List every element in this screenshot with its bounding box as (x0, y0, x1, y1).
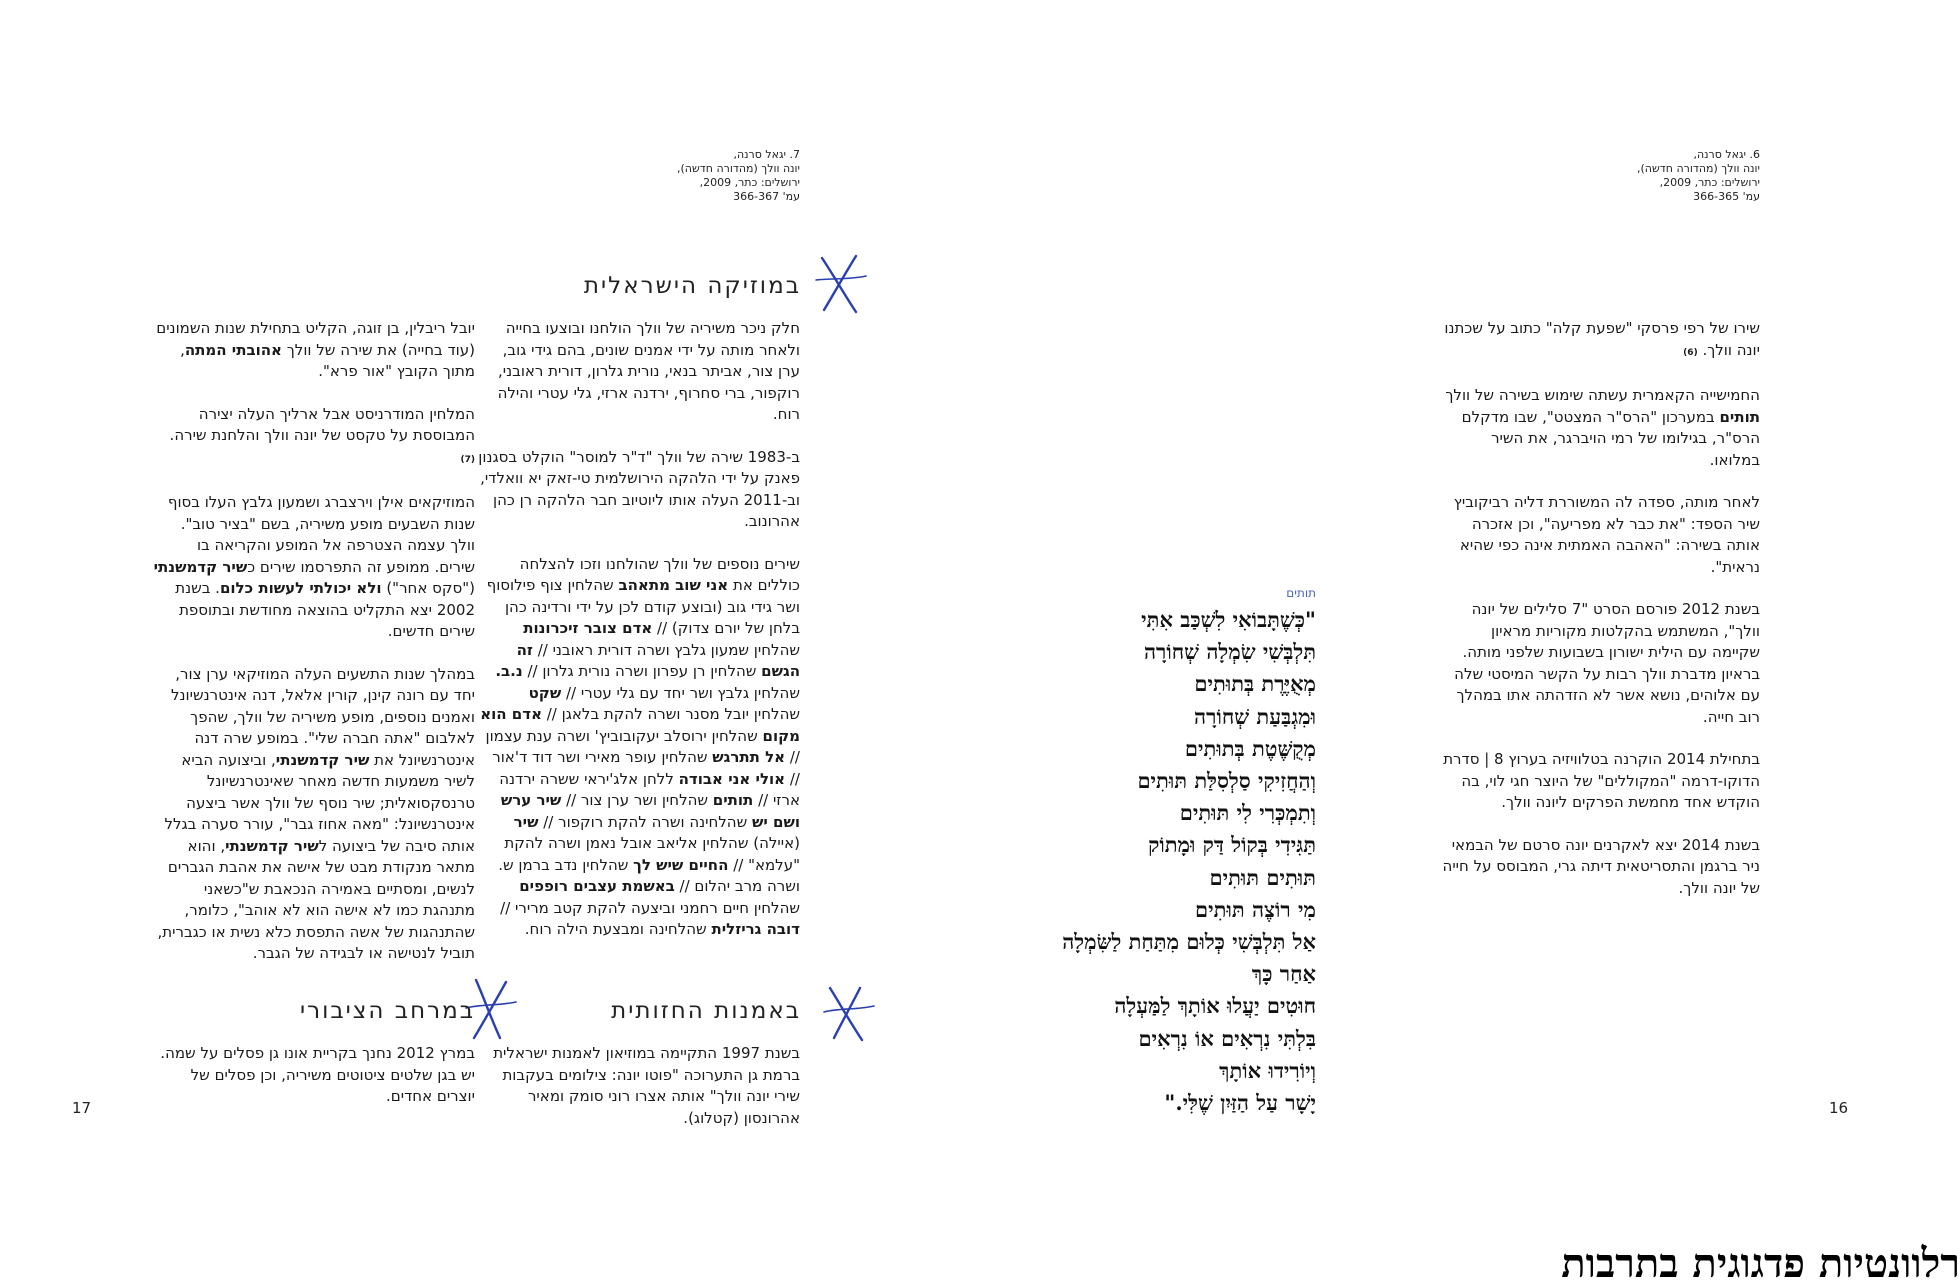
page-number-16: 16 (1829, 1099, 1849, 1117)
paragraph: בשנת 2012 פורסם הסרט "7 סלילים של יונה וולך", המשתמש בהקלטות מקוריות מראיון שקיימה עם הילית ישורון בשבועות שלפני מותה. בראיון מדברת וולך רבות על הקשר המיסטי שלה עם אלוהים, נושא אשר לא הזדהתה אתו במהלך רוב חייה. (1454, 600, 1760, 726)
paragraph: שירים נוספים של וולך שהולחנו וזכו להצלחה כוללים את אני שוב מתאהב שהלחין צוף פילוסוף ושר גידי גוב (ובוצע קודם לכן על ידי ורדינה כהן בלחן של יורם צדוק) // אדם צובר זיכרונות שהלחין שמעון גלבץ ושרה דורית ראובני // זה הגשם שהלחין רן עפרון ושרה נורית גלרון // נ.ב. שהלחין גלבץ ושר יחד עם גלי עטרי // שקט שהלחין יובל מסנר ושרה להקת בלאגן // אדם הוא מקום שהלחין ירוסלב יעקובוביץ' ושרה ענת עצמון // אל תתרגש שהלחין עופר מאירי ושר דוד ד'אור // אולי אני אבודה ללחן אלג'יראי ששרה ירדנה ארזי // תותים שהלחין ושר ערן צור // שיר ערש ושם יש שהלחינה ושרה להקת רוקפור // שיר (איילה) שהלחין אליאב אובל נאמן ושרה להקת "עלמא" // החיים שיש לך שהלחין נדב ברמן ש. ושרה מרב יהלום // באשמת עצבים רופפים שהלחין חיים רחמני וביצעה להקת קטב מרירי // דובה גריזלית שהלחינה ומבצעת הילה רוח. (480, 554, 800, 938)
paragraph: ב-1983 שירה של וולך "ד"ר למוסר" הוקלט בסגנון פאנק על ידי הלהקה הירושלמית טי-זאק יא וואלדי, וב-2011 העלה אותו ליוטיוב חבר הלהקה רן כהן אהרונוב. (478, 447, 800, 530)
footnote-6: 6. יגאל סרנה, יונה וולך (מהדורה חדשה), ירושלים: כתר, 2009, עמ' 366-365 (1637, 148, 1760, 203)
heading-public-space: במרחב הציבורי (299, 998, 475, 1024)
poem-strawberries (896, 604, 1316, 1119)
poem-line: תִּלְבְּשִׁי שִׂמְלָה שְׁחוֹרָה (1143, 639, 1316, 665)
paragraph: המלחין המודרניסט אבל ארליך העלה יצירה המבוססת על טקסט של יונה וולך והלחנת שירה. (7) (169, 404, 475, 465)
x-mark-icon (820, 982, 876, 1046)
poem-line: וּמִגְבַּעַת שְׁחוֹרָה (1194, 703, 1316, 729)
heading-israeli-music: במוזיקה הישראלית (583, 273, 801, 299)
x-mark-icon (812, 250, 868, 320)
poem-line: וְהַחֲזִיקִי סַלְסִלַּת תּוּתִים (1137, 768, 1316, 794)
paragraph: המוזיקאים אילן וירצברג ושמעון גלבץ העלו בסוף שנות השבעים מופע משיריה, בשם "בציר טוב". וולך עצמה הצטרפה אל המופע והקריאה בו שירים. ממופע זה התפרסמו שירים כשיר קדמשנתי ("סקס אחר") ולא יכולתי לעשות כלום. בשנת 2002 יצא התקליט בהוצאה מחודשת ובתוספת שירים חדשים. (153, 493, 475, 640)
poem-line: תַּגִּידִי בְּקוֹל דַּק וּמָתוֹק (1148, 832, 1316, 858)
paragraph: במהלך שנות התשעים העלה המוזיקאי ערן צור, יחד עם רונה קינן, קורין אלאל, דנה אינטרנשיונל ואמנים נוספים, מופע משיריה של וולך, שהפך לאלבום "אתה חברה שלי". במופע שרה דנה אינטרנשיונל את שיר קדמשנתי, וביצועה הביא לשיר משמעות חדשה מאחר שאינטרנשיונל טרנסקסואלית; שיר נוסף של וולך אשר ביצעה אינטרנשיונל: "מאה אחוז גבר", עורר סערה בגלל אותה סיבה של ביצועה לשיר קדמשנתי, והוא מתאר מנקודת מבט של אישה את אהבת הגברים לנשים, ומסתיים באמירה הנכאבת ש"כשאני מתנהגת כמו לא אישה הוא לא אוהב", כלומר, שהתנהגות של אשה התפסת כלא נשית או כגברית, תוביל לנטישה או לבגידה של הגבר. (157, 664, 475, 962)
poem-line: וְתִמְכְּרִי לִי תּוּתִים (1179, 800, 1316, 826)
public-space-text: במרץ 2012 נחנך בקריית אונו גן פסלים על שמה. יש בגן שלטים ציטוטים משיריה, וכן פסלים של יוצרים אחדים. (160, 1044, 475, 1105)
poem-line: יָשָׁר עַל הַזַּיִן שֶׁלִּי." (1164, 1090, 1316, 1116)
poem-line: חוּטִים יַעֲלוּ אוֹתָךְ לַמַּעְלָה (1114, 993, 1316, 1019)
paragraph: בתחילת 2014 הוקרנה בטלוויזיה בערוץ 8 | סדרת הדוקו-דרמה "המקוללים" של היוצר חגי לוי, בה הוקדש אחד מחמשת הפרקים ליונה וולך. (1443, 750, 1760, 811)
poem-line: מְאֻיֶּרֶת בְּתוּתִים (1194, 671, 1316, 697)
paragraph: לאחר מותה, ספדה לה המשוררת דליה רביקוביץ שיר הספד: "את כבר לא מפריעה", וכן אזכרה אותה בשירה: "האהבה האמתית אינה כפי שהיא נראית". (1453, 493, 1760, 576)
music-column-b (153, 318, 475, 965)
poem-line: מְקֻשֶּׁטֶת בְּתוּתִים (1184, 735, 1316, 761)
next-page-title: רלוונטיות פדגוגית בתרבות (1561, 1240, 1960, 1287)
page-number-17: 17 (72, 1099, 92, 1117)
paragraph: בשנת 2014 יצא לאקרנים יונה סרטם של הבמאי ניר ברגמן והתסריטאית דיתה גרי, המבוסס על חייה של יונה וולך. (1442, 835, 1760, 897)
paragraph: החמישייה הקאמרית עשתה שימוש בשירה של וולך תותים במערכון "הרס"ר המצטט", שבו מדקלם הרס"ר, בגילומו של רמי הויברגר, את השיר במלואו. (1445, 386, 1760, 469)
poem-line: אַחַר כָּךְ (1251, 961, 1316, 987)
visual-art-text: בשנת 1997 התקיימה במוזיאון לאמנות ישראלית ברמת גן התערוכה "פוטו יונה: צילומים בעקבות שירי יונה וולך" אותה אצרו רוני סומק ומאיר אהרונסון (קטלוג). (493, 1044, 800, 1127)
paragraph: שירו של רפי פרסקי "שפעת קלה" כתוב על שכתנו יונה וולך. (6) (1444, 319, 1760, 359)
poem-line: בִּלְתִּי נִרְאִים אוֹ נִרְאִים (1138, 1025, 1316, 1051)
heading-visual-art: באמנות החזותית (611, 998, 801, 1024)
poem-title: תותים (1286, 586, 1316, 600)
poem-line: אַל תִּלְבְּשִׁי כְּלוּם מִתַּחַת לַשִּׂמְלָה (1062, 929, 1316, 955)
poem-line: "כְּשֶׁתָּבוֹאִי לִשְׁכַּב אִתִּי (1141, 607, 1316, 632)
right-column-text (1442, 318, 1760, 899)
music-column-a (478, 318, 800, 941)
paragraph: חלק ניכר משיריה של וולך הולחנו ובוצעו בחייה ולאחר מותה על ידי אמנים שונים, בהם גידי גוב, ערן צור, אביתר בנאי, נורית גלרון, דורית ראובני, רוקפור, ברי סחרוף, ירדנה ארזי, גלי עטרי והילה רוח. (497, 319, 800, 423)
paragraph: יובל ריבלין, בן זוגה, הקליט בתחילת שנות השמונים (עוד בחייה) את שירה של וולך אהובתי המתה, מתוך הקובץ "אור פרא". (156, 319, 475, 380)
poem-line: תּוּתִים תּוּתִים (1209, 864, 1316, 890)
poem-line: מִי רוֹצֶה תּוּתִים (1195, 896, 1316, 922)
footnote-7: 7. יגאל סרנה, יונה וולך (מהדורה חדשה), ירושלים: כתר, 2009, עמ' 366-367 (677, 148, 800, 203)
poem-line: וְיוֹרִידוּ אוֹתָךְ (1219, 1057, 1316, 1083)
